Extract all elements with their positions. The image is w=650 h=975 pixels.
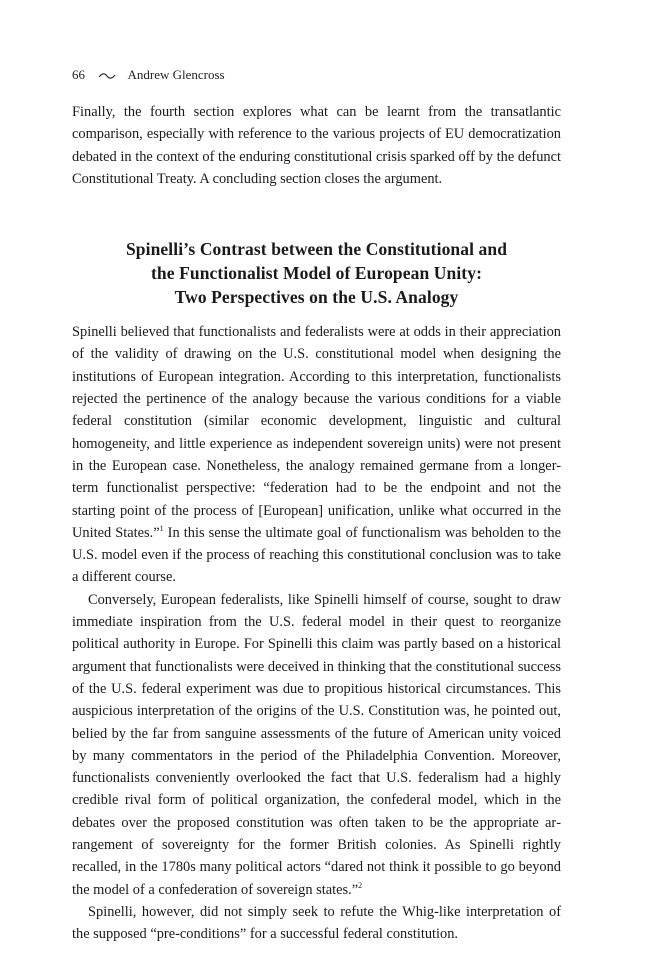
footnote-marker-2[interactable]: 2 <box>358 880 363 890</box>
section-heading-line-1: Spinelli’s Contrast between the Constitutional and <box>125 239 508 260</box>
body-paragraph-1-tail: In this sense the ultimate goal of functionalism was beholden to the U.S. model even if the process of reaching this constitutional conclusion was to take a different course. <box>72 524 561 586</box>
intro-paragraph: Finally, the fourth section explores what can be learnt from the transatlantic comparison, especially with reference to the various projects of EU democratization debated in the context of the enduring constitutional crisis sparked off by the defunct Constitutional Treaty. A concluding section closes the argument. <box>72 104 561 187</box>
book-page <box>72 66 561 946</box>
body-paragraph-2 <box>72 589 561 901</box>
body-paragraph-1 <box>72 321 561 589</box>
running-head-author: Andrew Glencross <box>127 67 225 82</box>
page-number: 66 <box>72 67 85 82</box>
section-heading <box>72 237 561 309</box>
body-paragraph-1-text: Spinelli believed that functionalists and federalists were at odds in their appreciation of the validity of drawing on the U.S. constitutional model when designing the institutions of European integration. According to this interpretation, functionalists rejected the pertinence of the analogy because the various conditions for a viable federal constitution (similar economic development, linguistic and cultural homogeneity, and little experience as independent sovereign units) were not present in the European case. Nonetheless, the analogy remained germane from a longer-term functionalist perspective: “federation had to be the endpoint and not the starting point of the process of [European] unification, unlike what occurred in the United States.” <box>72 324 561 541</box>
tilde-ornament-icon <box>98 67 116 85</box>
section-heading-line-2: the Functionalist Model of European Unity: <box>150 263 483 284</box>
running-head <box>72 66 561 84</box>
footnote-marker-1[interactable]: 1 <box>159 523 164 533</box>
section-heading-line-3: Two Perspectives on the U.S. Analogy <box>174 287 459 308</box>
body-paragraph-2-text: Conversely, European federalists, like Spinelli himself of course, sought to draw immediate inspiration from the U.S. federal model in their quest to reorganize political authority in Europe. For Spinelli this claim was partly based on a historical argument that functionalists were deceived in thinking that the constitutional success of the U.S. federal experiment was due to propitious historical circumstances. This auspicious interpretation of the origins of the U.S. Constitution was, he pointed out, belied by the far from sanguine assessments of the future of American unity voiced by many commentators in the period of the Philadelphia Convention. Moreover, functionalists conveniently overlooked the fact that U.S. federalism had a highly credible rival form of political organization, the confederal model, which in the debates over the proposed constitution was often taken to be the appropriate arrangement of sovereignty for the former British colonies. As Spinelli rightly recalled, in the 1780s many political actors “dared not think it possible to go beyond the model of a confederation of sovereign states.” <box>72 591 561 898</box>
body-paragraph-3: Spinelli, however, did not simply seek to refute the Whig-like interpretation of the supposed “pre-conditions” for a successful federal constitution. <box>72 903 561 943</box>
